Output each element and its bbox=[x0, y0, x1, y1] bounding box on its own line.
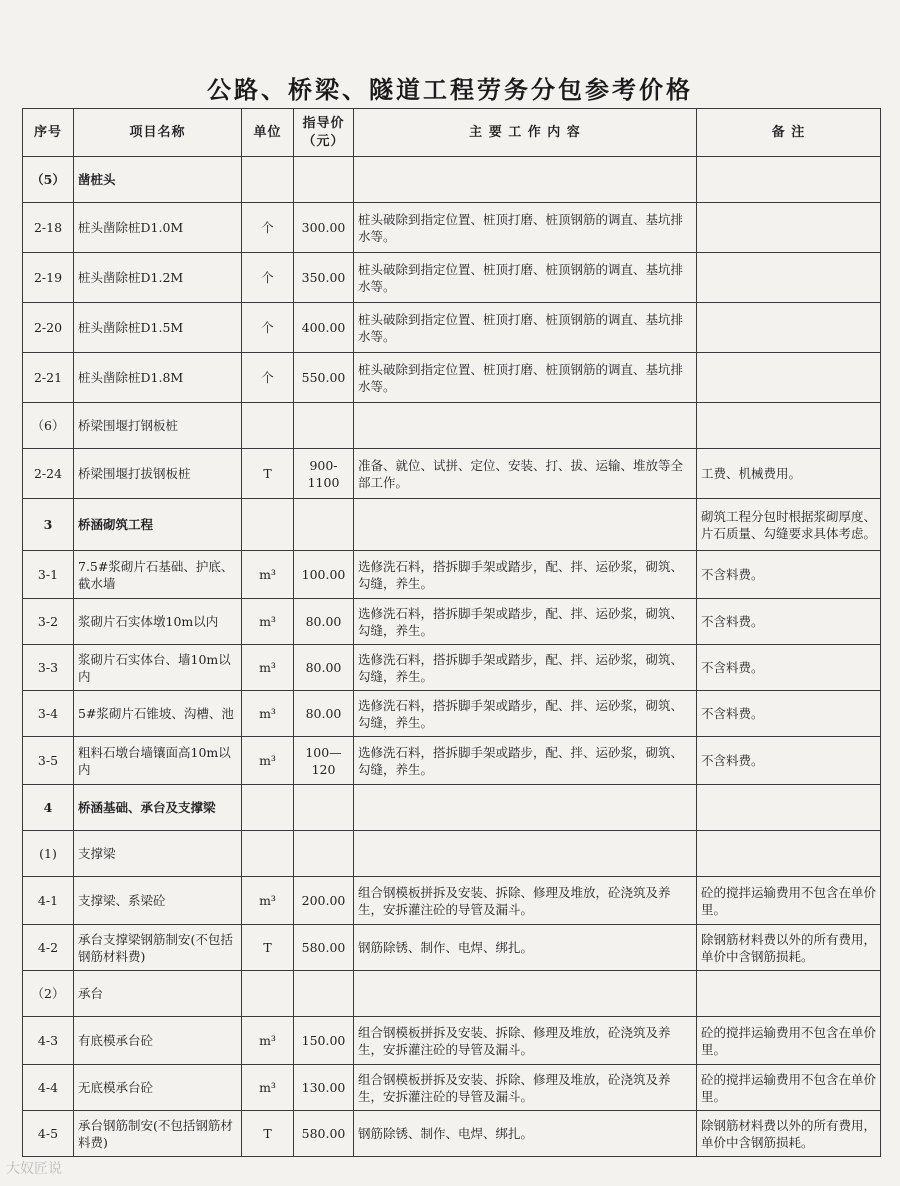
header-name: 项目名称 bbox=[74, 109, 242, 157]
row-price: 100.00 bbox=[294, 551, 354, 599]
row-number: 4-5 bbox=[23, 1111, 74, 1157]
row-price: 200.00 bbox=[294, 877, 354, 925]
row-item-name: 承台 bbox=[74, 971, 242, 1017]
row-price bbox=[294, 403, 354, 449]
row-remark: 砼的搅拌运输费用不包含在单价里。 bbox=[697, 1017, 881, 1065]
table-row bbox=[23, 449, 881, 499]
row-remark bbox=[697, 203, 881, 253]
row-price: 80.00 bbox=[294, 691, 354, 737]
row-remark: 砼的搅拌运输费用不包含在单价里。 bbox=[697, 877, 881, 925]
row-price: 580.00 bbox=[294, 1111, 354, 1157]
row-price: 400.00 bbox=[294, 303, 354, 353]
row-work-content: 组合钢模板拼拆及安装、拆除、修理及堆放，砼浇筑及养生，安拆灌注砼的导管及漏斗。 bbox=[354, 1017, 697, 1065]
table-row bbox=[23, 1065, 881, 1111]
row-item-name: 桩头凿除桩D1.8M bbox=[74, 353, 242, 403]
row-unit bbox=[242, 785, 294, 831]
row-work-content: 选修洗石料，搭拆脚手架或踏步，配、拌、运砂浆，砌筑、勾缝，养生。 bbox=[354, 551, 697, 599]
row-unit: T bbox=[242, 1111, 294, 1157]
header-price: 指导价 （元） bbox=[294, 109, 354, 157]
row-number: 3 bbox=[23, 499, 74, 551]
row-unit: m³ bbox=[242, 645, 294, 691]
table-row bbox=[23, 877, 881, 925]
row-number: 4-2 bbox=[23, 925, 74, 971]
row-work-content bbox=[354, 831, 697, 877]
row-price bbox=[294, 831, 354, 877]
row-work-content: 桩头破除到指定位置、桩顶打磨、桩顶钢筋的调直、基坑排水等。 bbox=[354, 203, 697, 253]
row-work-content: 选修洗石料，搭拆脚手架或踏步，配、拌、运砂浆，砌筑、勾缝，养生。 bbox=[354, 691, 697, 737]
watermark: 大奴匠说 bbox=[6, 1161, 62, 1177]
row-work-content: 选修洗石料，搭拆脚手架或踏步，配、拌、运砂浆，砌筑、勾缝，养生。 bbox=[354, 599, 697, 645]
row-item-name: 承台钢筋制安(不包括钢筋材料费) bbox=[74, 1111, 242, 1157]
table-row bbox=[23, 203, 881, 253]
row-price bbox=[294, 499, 354, 551]
row-remark bbox=[697, 403, 881, 449]
table-row bbox=[23, 831, 881, 877]
row-price: 80.00 bbox=[294, 599, 354, 645]
row-remark bbox=[697, 303, 881, 353]
table-row bbox=[23, 925, 881, 971]
page-title: 公路、桥梁、隧道工程劳务分包参考价格 bbox=[207, 75, 693, 104]
table-row bbox=[23, 1111, 881, 1157]
row-number: 3-5 bbox=[23, 737, 74, 785]
header-row bbox=[23, 109, 881, 157]
table-row bbox=[23, 403, 881, 449]
row-price: 580.00 bbox=[294, 925, 354, 971]
row-item-name: 支撑梁、系梁砼 bbox=[74, 877, 242, 925]
header-unit: 单位 bbox=[242, 109, 294, 157]
row-number: 4-1 bbox=[23, 877, 74, 925]
row-number: 2-18 bbox=[23, 203, 74, 253]
row-unit: m³ bbox=[242, 599, 294, 645]
row-work-content bbox=[354, 499, 697, 551]
table-row bbox=[23, 157, 881, 203]
row-unit bbox=[242, 157, 294, 203]
row-remark: 不含料费。 bbox=[697, 737, 881, 785]
row-remark bbox=[697, 831, 881, 877]
row-work-content: 桩头破除到指定位置、桩顶打磨、桩顶钢筋的调直、基坑排水等。 bbox=[354, 353, 697, 403]
table-row bbox=[23, 971, 881, 1017]
row-remark bbox=[697, 785, 881, 831]
row-item-name: 粗料石墩台墙镶面高10m以内 bbox=[74, 737, 242, 785]
row-price: 100—120 bbox=[294, 737, 354, 785]
row-number: 4 bbox=[23, 785, 74, 831]
row-number: 2-24 bbox=[23, 449, 74, 499]
table-row bbox=[23, 353, 881, 403]
row-item-name: 5#浆砌片石锥坡、沟槽、池 bbox=[74, 691, 242, 737]
row-price: 130.00 bbox=[294, 1065, 354, 1111]
row-remark bbox=[697, 971, 881, 1017]
row-price: 350.00 bbox=[294, 253, 354, 303]
row-remark: 不含料费。 bbox=[697, 551, 881, 599]
price-table bbox=[22, 108, 881, 1157]
row-remark: 不含料费。 bbox=[697, 645, 881, 691]
row-price: 150.00 bbox=[294, 1017, 354, 1065]
row-item-name: 凿桩头 bbox=[74, 157, 242, 203]
row-remark: 不含料费。 bbox=[697, 691, 881, 737]
row-number: 4-4 bbox=[23, 1065, 74, 1111]
row-unit: 个 bbox=[242, 203, 294, 253]
row-remark bbox=[697, 157, 881, 203]
row-remark bbox=[697, 353, 881, 403]
row-item-name: 桩头凿除桩D1.0M bbox=[74, 203, 242, 253]
row-number: 3-1 bbox=[23, 551, 74, 599]
row-unit: 个 bbox=[242, 303, 294, 353]
row-work-content bbox=[354, 157, 697, 203]
row-work-content: 钢筋除锈、制作、电焊、绑扎。 bbox=[354, 1111, 697, 1157]
row-price: 80.00 bbox=[294, 645, 354, 691]
row-work-content: 桩头破除到指定位置、桩顶打磨、桩顶钢筋的调直、基坑排水等。 bbox=[354, 253, 697, 303]
row-number: 3-3 bbox=[23, 645, 74, 691]
row-remark bbox=[697, 253, 881, 303]
table-row bbox=[23, 691, 881, 737]
row-work-content: 选修洗石料，搭拆脚手架或踏步，配、拌、运砂浆，砌筑、勾缝，养生。 bbox=[354, 645, 697, 691]
row-work-content bbox=[354, 785, 697, 831]
row-price: 550.00 bbox=[294, 353, 354, 403]
row-number: (1) bbox=[23, 831, 74, 877]
row-remark: 除钢筋材料费以外的所有费用，单价中含钢筋损耗。 bbox=[697, 925, 881, 971]
row-item-name: 支撑梁 bbox=[74, 831, 242, 877]
table-row bbox=[23, 737, 881, 785]
row-item-name: 桥梁围堰打钢板桩 bbox=[74, 403, 242, 449]
row-remark: 工费、机械费用。 bbox=[697, 449, 881, 499]
row-item-name: 桥梁围堰打拔钢板桩 bbox=[74, 449, 242, 499]
row-unit: 个 bbox=[242, 353, 294, 403]
row-price: 300.00 bbox=[294, 203, 354, 253]
table-row bbox=[23, 599, 881, 645]
row-work-content: 选修洗石料，搭拆脚手架或踏步，配、拌、运砂浆，砌筑、勾缝，养生。 bbox=[354, 737, 697, 785]
row-item-name: 有底模承台砼 bbox=[74, 1017, 242, 1065]
table-row bbox=[23, 499, 881, 551]
row-work-content: 钢筋除锈、制作、电焊、绑扎。 bbox=[354, 925, 697, 971]
row-number: 2-21 bbox=[23, 353, 74, 403]
table-row bbox=[23, 551, 881, 599]
row-unit: m³ bbox=[242, 737, 294, 785]
row-unit: m³ bbox=[242, 551, 294, 599]
header-remark: 备 注 bbox=[697, 109, 881, 157]
row-remark: 砼的搅拌运输费用不包含在单价里。 bbox=[697, 1065, 881, 1111]
row-number: 4-3 bbox=[23, 1017, 74, 1065]
row-item-name: 浆砌片石实体台、墙10m以内 bbox=[74, 645, 242, 691]
row-price bbox=[294, 785, 354, 831]
row-item-name: 浆砌片石实体墩10m以内 bbox=[74, 599, 242, 645]
row-unit bbox=[242, 831, 294, 877]
row-price bbox=[294, 971, 354, 1017]
row-remark: 砌筑工程分包时根据浆砌厚度、片石质量、勾缝要求具体考虑。 bbox=[697, 499, 881, 551]
row-unit bbox=[242, 499, 294, 551]
row-work-content: 组合钢模板拼拆及安装、拆除、修理及堆放，砼浇筑及养生，安拆灌注砼的导管及漏斗。 bbox=[354, 1065, 697, 1111]
row-item-name: 无底模承台砼 bbox=[74, 1065, 242, 1111]
table-row bbox=[23, 253, 881, 303]
row-number: 2-20 bbox=[23, 303, 74, 353]
row-number: （6） bbox=[23, 403, 74, 449]
header-no: 序号 bbox=[23, 109, 74, 157]
row-unit: T bbox=[242, 925, 294, 971]
row-work-content bbox=[354, 971, 697, 1017]
row-work-content bbox=[354, 403, 697, 449]
row-item-name: 桥涵砌筑工程 bbox=[74, 499, 242, 551]
table-row bbox=[23, 303, 881, 353]
row-item-name: 桩头凿除桩D1.2M bbox=[74, 253, 242, 303]
row-unit: m³ bbox=[242, 877, 294, 925]
table-row bbox=[23, 785, 881, 831]
row-item-name: 桩头凿除桩D1.5M bbox=[74, 303, 242, 353]
table-row bbox=[23, 1017, 881, 1065]
row-unit: 个 bbox=[242, 253, 294, 303]
row-work-content: 组合钢模板拼拆及安装、拆除、修理及堆放，砼浇筑及养生，安拆灌注砼的导管及漏斗。 bbox=[354, 877, 697, 925]
row-work-content: 桩头破除到指定位置、桩顶打磨、桩顶钢筋的调直、基坑排水等。 bbox=[354, 303, 697, 353]
row-item-name: 桥涵基础、承台及支撑梁 bbox=[74, 785, 242, 831]
row-unit: m³ bbox=[242, 1017, 294, 1065]
row-unit bbox=[242, 971, 294, 1017]
row-unit: T bbox=[242, 449, 294, 499]
row-remark: 不含料费。 bbox=[697, 599, 881, 645]
table-body bbox=[23, 157, 881, 1157]
row-number: 2-19 bbox=[23, 253, 74, 303]
row-work-content: 准备、就位、试拼、定位、安装、打、拔、运输、堆放等全部工作。 bbox=[354, 449, 697, 499]
row-number: 3-2 bbox=[23, 599, 74, 645]
row-unit: m³ bbox=[242, 691, 294, 737]
row-number: （5） bbox=[23, 157, 74, 203]
table-row bbox=[23, 645, 881, 691]
row-item-name: 承台支撑梁钢筋制安(不包括钢筋材料费) bbox=[74, 925, 242, 971]
row-price bbox=[294, 157, 354, 203]
row-number: 3-4 bbox=[23, 691, 74, 737]
row-remark: 除钢筋材料费以外的所有费用，单价中含钢筋损耗。 bbox=[697, 1111, 881, 1157]
row-unit bbox=[242, 403, 294, 449]
row-unit: m³ bbox=[242, 1065, 294, 1111]
row-number: （2） bbox=[23, 971, 74, 1017]
row-price: 900-1100 bbox=[294, 449, 354, 499]
row-item-name: 7.5#浆砌片石基础、护底、截水墙 bbox=[74, 551, 242, 599]
header-content: 主 要 工 作 内 容 bbox=[354, 109, 697, 157]
